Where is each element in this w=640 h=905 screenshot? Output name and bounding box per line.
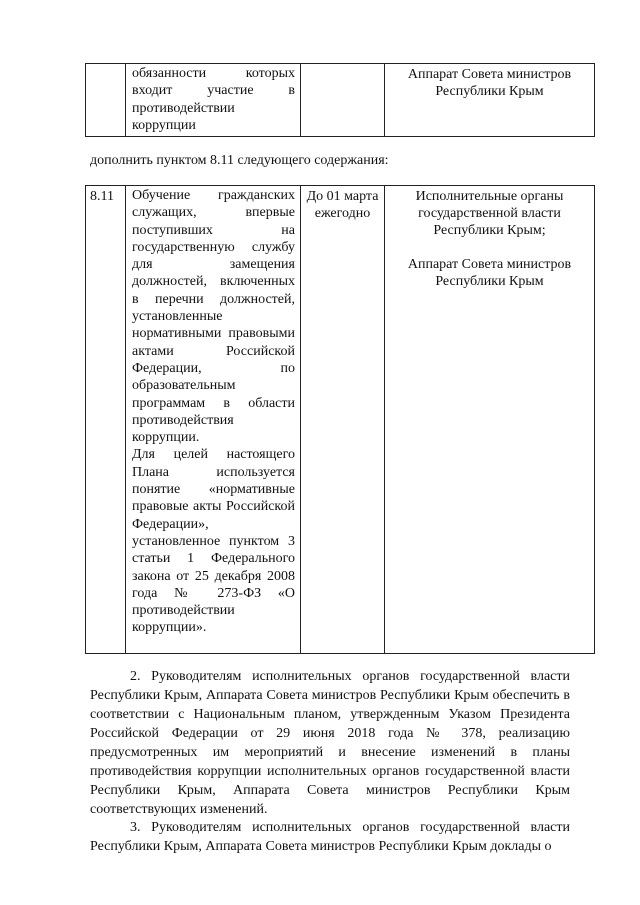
top-table xyxy=(85,63,595,137)
top-table-responsible-cell xyxy=(385,64,595,137)
item-responsible-2: Аппарат Совета министров Республики Крым xyxy=(407,257,572,289)
intro-text: дополнить пунктом 8.11 следующего содержания: xyxy=(90,153,389,168)
paragraph-2: 2. Руководителям исполнительных органов государственной власти Республики Крым, Аппарата Совета министров Республики Крым обеспечить в соответствии с Национальным планом, утвержденным Указом Президента Российской Федерации от 29 июня 2018 года № 378, реализацию предусмотренных им мероприятий и внесение изменений в планы противодействия коррупции исполнительных органов государственной власти Республики Крым, Аппарата Совета министров Республики Крым соответствующих изменений. xyxy=(90,669,570,817)
item-description-main: Обучение гражданских служащих, впервые поступивших на государственную службу для замещения должностей, включенных в перечни должностей, установленные нормативными правовыми актами Российской Федерации, по образовательным программам в области противодействия коррупции. xyxy=(132,188,295,446)
paragraph-3: 3. Руководителям исполнительных органов государственной власти Республики Крым, Аппарата Совета министров Республики Крым доклады о xyxy=(90,820,570,854)
top-table-description: обязанности которых входит участие в противодействии коррупции xyxy=(132,66,295,133)
item-deadline: До 01 марта ежегодно xyxy=(306,189,379,221)
top-table-responsible: Аппарат Совета министров Республики Крым xyxy=(407,67,572,99)
top-table-deadline-cell xyxy=(301,64,385,137)
item-responsible-cell xyxy=(385,186,595,654)
item-description-cell xyxy=(126,186,301,654)
item-deadline-cell xyxy=(301,186,385,654)
table-row xyxy=(86,186,595,654)
item-responsible-1: Исполнительные органы государственной власти Республики Крым; xyxy=(415,189,564,238)
top-table-description-cell xyxy=(126,64,301,137)
item-number: 8.11 xyxy=(90,189,114,204)
item-table xyxy=(85,185,595,654)
top-table-number-cell xyxy=(86,64,126,137)
item-description-note: Для целей настоящего Плана используется понятие «нормативные правовые акты Российской Федерации», установленное пунктом 3 статьи 1 Федерального закона от 25 декабря 2008 года № 273-ФЗ «О противодействии коррупции». xyxy=(132,447,295,636)
table-row xyxy=(86,64,595,137)
item-number-cell xyxy=(86,186,126,654)
